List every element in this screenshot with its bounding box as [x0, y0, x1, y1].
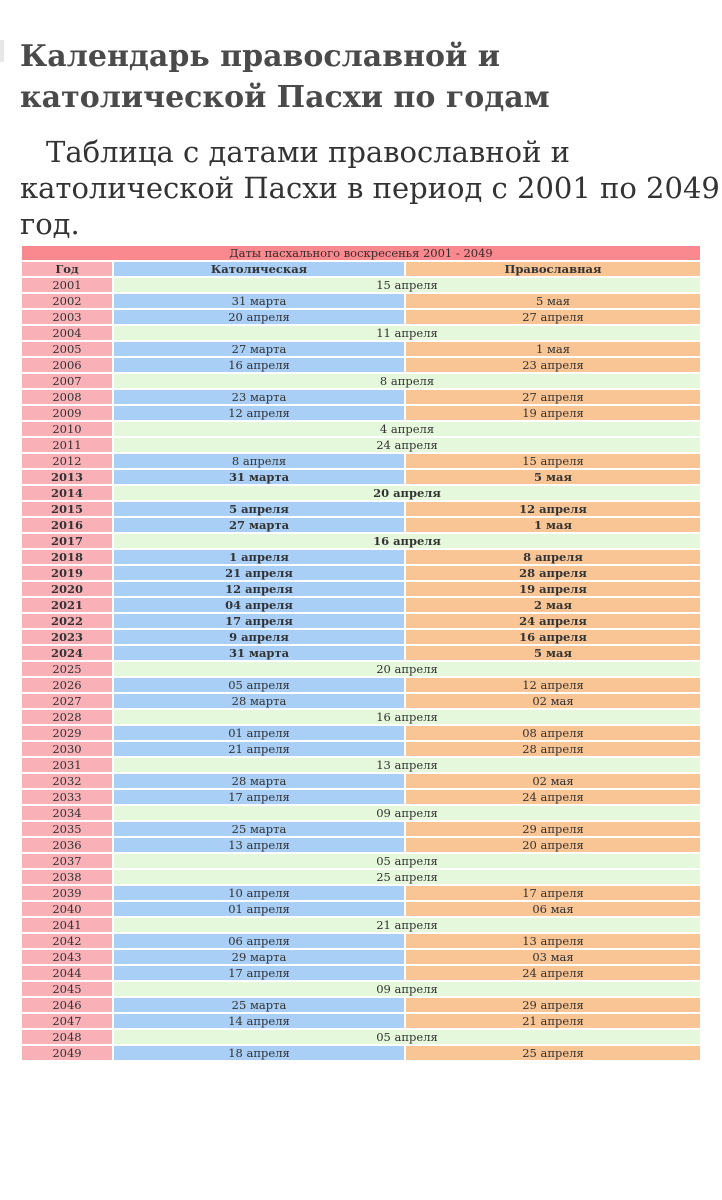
catholic-date-cell: 20 апреля: [114, 310, 404, 324]
table-row: [22, 582, 700, 596]
year-cell: 2029: [22, 726, 112, 740]
catholic-date-cell: 01 апреля: [114, 902, 404, 916]
table-row: [22, 390, 700, 404]
year-cell: 2012: [22, 454, 112, 468]
table-row: [22, 342, 700, 356]
orthodox-date-cell: 19 апреля: [406, 582, 700, 596]
year-cell: 2003: [22, 310, 112, 324]
table-row: [22, 966, 700, 980]
table-row: [22, 870, 700, 884]
year-cell: 2044: [22, 966, 112, 980]
orthodox-date-cell: 5 мая: [406, 646, 700, 660]
shared-date-cell: 09 апреля: [114, 806, 700, 820]
year-cell: 2028: [22, 710, 112, 724]
table-body: [22, 278, 700, 1060]
orthodox-date-cell: 20 апреля: [406, 838, 700, 852]
table-title-row: [22, 246, 700, 260]
year-cell: 2015: [22, 502, 112, 516]
table-row: [22, 838, 700, 852]
orthodox-date-cell: 02 мая: [406, 694, 700, 708]
year-cell: 2019: [22, 566, 112, 580]
year-cell: 2046: [22, 998, 112, 1012]
year-cell: 2025: [22, 662, 112, 676]
year-cell: 2033: [22, 790, 112, 804]
year-cell: 2047: [22, 1014, 112, 1028]
orthodox-date-cell: 29 апреля: [406, 822, 700, 836]
table-row: [22, 534, 700, 548]
year-cell: 2002: [22, 294, 112, 308]
orthodox-date-cell: 5 мая: [406, 294, 700, 308]
header-catholic: Католическая: [114, 262, 404, 276]
shared-date-cell: 09 апреля: [114, 982, 700, 996]
catholic-date-cell: 04 апреля: [114, 598, 404, 612]
year-cell: 2001: [22, 278, 112, 292]
year-cell: 2041: [22, 918, 112, 932]
catholic-date-cell: 16 апреля: [114, 358, 404, 372]
catholic-date-cell: 17 апреля: [114, 790, 404, 804]
table-row: [22, 294, 700, 308]
table-row: [22, 694, 700, 708]
catholic-date-cell: 8 апреля: [114, 454, 404, 468]
year-cell: 2024: [22, 646, 112, 660]
catholic-date-cell: 12 апреля: [114, 582, 404, 596]
catholic-date-cell: 31 марта: [114, 646, 404, 660]
table-row: [22, 886, 700, 900]
table-row: [22, 278, 700, 292]
catholic-date-cell: 12 апреля: [114, 406, 404, 420]
year-cell: 2023: [22, 630, 112, 644]
orthodox-date-cell: 24 апреля: [406, 614, 700, 628]
table-row: [22, 326, 700, 340]
table-row: [22, 998, 700, 1012]
catholic-date-cell: 05 апреля: [114, 678, 404, 692]
year-cell: 2004: [22, 326, 112, 340]
year-cell: 2014: [22, 486, 112, 500]
shared-date-cell: 16 апреля: [114, 534, 700, 548]
orthodox-date-cell: 28 апреля: [406, 566, 700, 580]
table-row: [22, 358, 700, 372]
orthodox-date-cell: 5 мая: [406, 470, 700, 484]
table-row: [22, 1046, 700, 1060]
table-row: [22, 918, 700, 932]
table-row: [22, 758, 700, 772]
table-row: [22, 790, 700, 804]
header-year: Год: [22, 262, 112, 276]
table-row: [22, 486, 700, 500]
orthodox-date-cell: 15 апреля: [406, 454, 700, 468]
catholic-date-cell: 17 апреля: [114, 966, 404, 980]
year-cell: 2049: [22, 1046, 112, 1060]
year-cell: 2048: [22, 1030, 112, 1044]
table-row: [22, 406, 700, 420]
shared-date-cell: 05 апреля: [114, 854, 700, 868]
table-row: [22, 1030, 700, 1044]
orthodox-date-cell: 1 мая: [406, 518, 700, 532]
orthodox-date-cell: 28 апреля: [406, 742, 700, 756]
catholic-date-cell: 13 апреля: [114, 838, 404, 852]
orthodox-date-cell: 24 апреля: [406, 790, 700, 804]
orthodox-date-cell: 02 мая: [406, 774, 700, 788]
catholic-date-cell: 14 апреля: [114, 1014, 404, 1028]
year-cell: 2027: [22, 694, 112, 708]
year-cell: 2031: [22, 758, 112, 772]
orthodox-date-cell: 21 апреля: [406, 1014, 700, 1028]
year-cell: 2042: [22, 934, 112, 948]
table-row: [22, 550, 700, 564]
year-cell: 2038: [22, 870, 112, 884]
year-cell: 2037: [22, 854, 112, 868]
orthodox-date-cell: 23 апреля: [406, 358, 700, 372]
table-row: [22, 710, 700, 724]
table-row: [22, 470, 700, 484]
title-accent-bar: [0, 40, 4, 62]
table-row: [22, 454, 700, 468]
catholic-date-cell: 21 апреля: [114, 566, 404, 580]
catholic-date-cell: 25 марта: [114, 822, 404, 836]
year-cell: 2013: [22, 470, 112, 484]
year-cell: 2026: [22, 678, 112, 692]
year-cell: 2035: [22, 822, 112, 836]
table-row: [22, 950, 700, 964]
catholic-date-cell: 28 марта: [114, 694, 404, 708]
table-row: [22, 982, 700, 996]
shared-date-cell: 05 апреля: [114, 1030, 700, 1044]
orthodox-date-cell: 13 апреля: [406, 934, 700, 948]
table-row: [22, 1014, 700, 1028]
orthodox-date-cell: 03 мая: [406, 950, 700, 964]
orthodox-date-cell: 16 апреля: [406, 630, 700, 644]
shared-date-cell: 16 апреля: [114, 710, 700, 724]
table-row: [22, 646, 700, 660]
year-cell: 2008: [22, 390, 112, 404]
year-cell: 2036: [22, 838, 112, 852]
table-row: [22, 438, 700, 452]
shared-date-cell: 20 апреля: [114, 486, 700, 500]
catholic-date-cell: 1 апреля: [114, 550, 404, 564]
year-cell: 2007: [22, 374, 112, 388]
table-row: [22, 310, 700, 324]
shared-date-cell: 25 апреля: [114, 870, 700, 884]
year-cell: 2043: [22, 950, 112, 964]
table-row: [22, 566, 700, 580]
catholic-date-cell: 9 апреля: [114, 630, 404, 644]
orthodox-date-cell: 27 апреля: [406, 390, 700, 404]
year-cell: 2045: [22, 982, 112, 996]
table-title: Даты пасхального воскресенья 2001 - 2049: [22, 246, 700, 260]
table-row: [22, 726, 700, 740]
catholic-date-cell: 27 марта: [114, 342, 404, 356]
table-row: [22, 822, 700, 836]
orthodox-date-cell: 27 апреля: [406, 310, 700, 324]
orthodox-date-cell: 12 апреля: [406, 502, 700, 516]
year-cell: 2034: [22, 806, 112, 820]
catholic-date-cell: 5 апреля: [114, 502, 404, 516]
orthodox-date-cell: 17 апреля: [406, 886, 700, 900]
table-row: [22, 902, 700, 916]
shared-date-cell: 8 апреля: [114, 374, 700, 388]
table-row: [22, 678, 700, 692]
catholic-date-cell: 17 апреля: [114, 614, 404, 628]
year-cell: 2032: [22, 774, 112, 788]
year-cell: 2039: [22, 886, 112, 900]
table-row: [22, 374, 700, 388]
shared-date-cell: 15 апреля: [114, 278, 700, 292]
catholic-date-cell: 01 апреля: [114, 726, 404, 740]
catholic-date-cell: 29 марта: [114, 950, 404, 964]
catholic-date-cell: 10 апреля: [114, 886, 404, 900]
easter-dates-table: [20, 244, 702, 1062]
year-cell: 2040: [22, 902, 112, 916]
catholic-date-cell: 31 марта: [114, 294, 404, 308]
year-cell: 2021: [22, 598, 112, 612]
table-row: [22, 774, 700, 788]
orthodox-date-cell: 08 апреля: [406, 726, 700, 740]
page-title: Календарь православной и католической Пасхи по годам: [20, 39, 550, 115]
year-cell: 2030: [22, 742, 112, 756]
catholic-date-cell: 28 марта: [114, 774, 404, 788]
orthodox-date-cell: 1 мая: [406, 342, 700, 356]
shared-date-cell: 11 апреля: [114, 326, 700, 340]
shared-date-cell: 20 апреля: [114, 662, 700, 676]
orthodox-date-cell: 19 апреля: [406, 406, 700, 420]
year-cell: 2009: [22, 406, 112, 420]
table-row: [22, 854, 700, 868]
year-cell: 2022: [22, 614, 112, 628]
shared-date-cell: 13 апреля: [114, 758, 700, 772]
table-row: [22, 806, 700, 820]
orthodox-date-cell: 29 апреля: [406, 998, 700, 1012]
table-row: [22, 934, 700, 948]
year-cell: 2020: [22, 582, 112, 596]
orthodox-date-cell: 06 мая: [406, 902, 700, 916]
table-row: [22, 742, 700, 756]
catholic-date-cell: 27 марта: [114, 518, 404, 532]
orthodox-date-cell: 8 апреля: [406, 550, 700, 564]
intro-paragraph: Таблица с датами православной и католической Пасхи в период с 2001 по 2049 год.: [20, 135, 720, 241]
table-row: [22, 630, 700, 644]
table-header-row: [22, 262, 700, 276]
table-row: [22, 662, 700, 676]
shared-date-cell: 24 апреля: [114, 438, 700, 452]
orthodox-date-cell: 12 апреля: [406, 678, 700, 692]
shared-date-cell: 21 апреля: [114, 918, 700, 932]
catholic-date-cell: 06 апреля: [114, 934, 404, 948]
orthodox-date-cell: 2 мая: [406, 598, 700, 612]
shared-date-cell: 4 апреля: [114, 422, 700, 436]
catholic-date-cell: 23 марта: [114, 390, 404, 404]
header-orthodox: Православная: [406, 262, 700, 276]
year-cell: 2006: [22, 358, 112, 372]
year-cell: 2017: [22, 534, 112, 548]
table-row: [22, 614, 700, 628]
table-row: [22, 598, 700, 612]
catholic-date-cell: 31 марта: [114, 470, 404, 484]
year-cell: 2018: [22, 550, 112, 564]
year-cell: 2011: [22, 438, 112, 452]
catholic-date-cell: 18 апреля: [114, 1046, 404, 1060]
orthodox-date-cell: 25 апреля: [406, 1046, 700, 1060]
table-row: [22, 502, 700, 516]
year-cell: 2005: [22, 342, 112, 356]
catholic-date-cell: 25 марта: [114, 998, 404, 1012]
table-row: [22, 422, 700, 436]
year-cell: 2010: [22, 422, 112, 436]
year-cell: 2016: [22, 518, 112, 532]
catholic-date-cell: 21 апреля: [114, 742, 404, 756]
orthodox-date-cell: 24 апреля: [406, 966, 700, 980]
table-row: [22, 518, 700, 532]
